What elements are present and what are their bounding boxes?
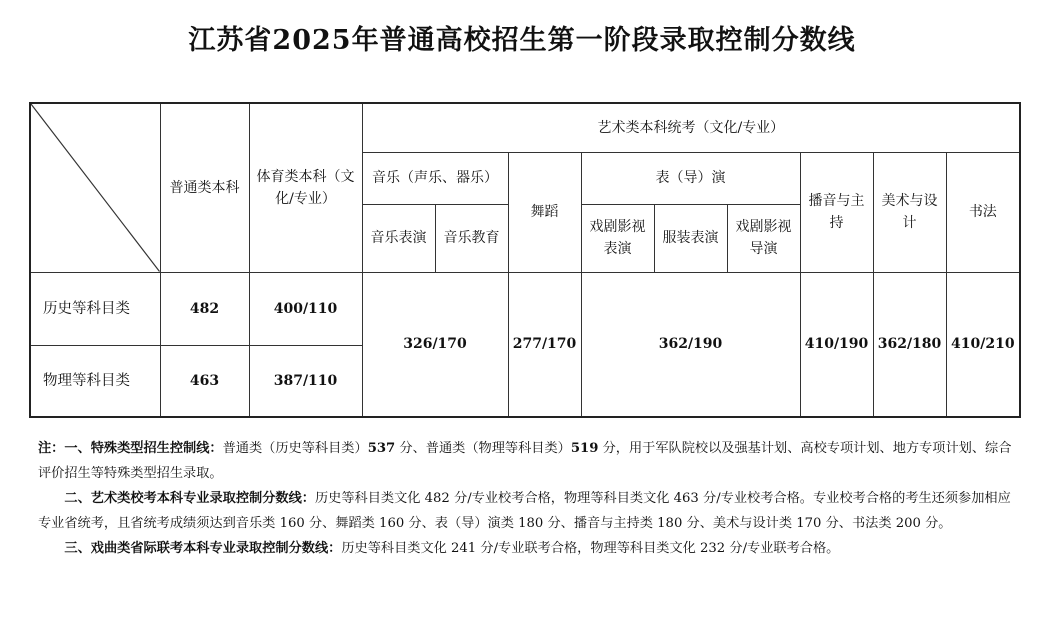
header-drama-film-directing: 戏剧影视导演 bbox=[727, 204, 800, 272]
note-1-text-e: 分，用于军队院校以及强基计划、高校专项计划、地方专项计划、综合评价招生等特殊类型招生录取。 bbox=[38, 441, 1012, 481]
header-music-education: 音乐教育 bbox=[435, 204, 508, 272]
header-calligraphy: 书法 bbox=[946, 152, 1020, 272]
page-title: 江苏省2025年普通高校招生第一阶段录取控制分数线 bbox=[188, 25, 856, 56]
note-2-text: 历史等科目类文化 482 分/专业校考合格，物理等科目类文化 463 分/专业校考合格。专业校考合格的考生还须参加相应专业省统考，且省统考成绩须达到音乐类 160 分、舞蹈类 160 分、表（导）演类 180 分、播音与主持类 180 分、美术与设计类 170 分、书法类 200 分。 bbox=[38, 491, 1011, 531]
header-music-performance: 音乐表演 bbox=[362, 204, 435, 272]
note-2 bbox=[38, 486, 1013, 536]
fine-arts-score: 362/180 bbox=[873, 272, 946, 417]
broadcast-score: 410/190 bbox=[800, 272, 873, 417]
header-broadcast: 播音与主持 bbox=[800, 152, 873, 272]
music-score: 326/170 bbox=[362, 272, 508, 417]
dance-score: 277/170 bbox=[508, 272, 581, 417]
diagonal-line bbox=[31, 104, 160, 272]
header-drama-film-performance: 戏剧影视表演 bbox=[581, 204, 654, 272]
note-1-score-physics: 519 bbox=[570, 441, 599, 456]
history-general-score: 482 bbox=[160, 272, 249, 345]
score-table bbox=[29, 102, 1021, 418]
note-1 bbox=[38, 436, 1013, 486]
row-label-history: 历史等科目类 bbox=[30, 272, 160, 345]
note-3-text: 历史等科目类文化 241 分/专业联考合格，物理等科目类文化 232 分/专业联考合格。 bbox=[341, 541, 840, 556]
calligraphy-score: 410/210 bbox=[946, 272, 1020, 417]
physics-general-score: 463 bbox=[160, 345, 249, 417]
header-sports: 体育类本科（文化/专业） bbox=[249, 103, 362, 272]
header-arts: 艺术类本科统考（文化/专业） bbox=[362, 103, 1020, 152]
note-2-heading: 二、艺术类校考本科专业录取控制分数线： bbox=[64, 491, 315, 506]
header-general: 普通类本科 bbox=[160, 103, 249, 272]
physics-sports-score: 387/110 bbox=[249, 345, 362, 417]
note-1-heading: 注：一、特殊类型招生控制线： bbox=[38, 441, 223, 456]
header-costume-performance: 服装表演 bbox=[654, 204, 727, 272]
notes-section bbox=[38, 436, 1013, 561]
history-sports-score: 400/110 bbox=[249, 272, 362, 345]
note-3 bbox=[38, 536, 1013, 561]
note-1-text-c: 分、普通类（物理等科目类） bbox=[395, 441, 571, 456]
drama-score: 362/190 bbox=[581, 272, 800, 417]
note-1-score-history: 537 bbox=[367, 441, 396, 456]
note-3-heading: 三、戏曲类省际联考本科专业录取控制分数线： bbox=[64, 541, 342, 556]
row-label-physics: 物理等科目类 bbox=[30, 345, 160, 417]
header-music: 音乐（声乐、器乐） bbox=[362, 152, 508, 204]
note-1-text-a: 普通类（历史等科目类） bbox=[222, 441, 368, 456]
header-dance: 舞蹈 bbox=[508, 152, 581, 272]
diagonal-header-cell bbox=[30, 103, 160, 272]
header-drama: 表（导）演 bbox=[581, 152, 800, 204]
header-fine-arts: 美术与设计 bbox=[873, 152, 946, 272]
